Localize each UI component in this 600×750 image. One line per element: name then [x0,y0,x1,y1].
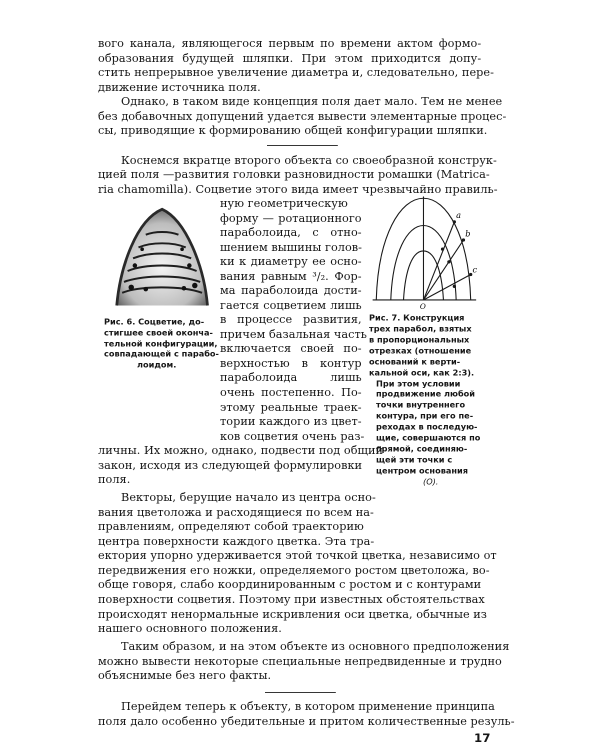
text-line: верхностью в контур [220,355,362,370]
figure-6-caption: Рис. 6. Соцветие, до- [103,317,204,327]
section-divider [267,145,338,146]
page-number: 17 [474,731,491,746]
figure-7-parabola-diagram [369,191,482,309]
text-line: обще говоря, слабо координированным с ростом и с контурами [98,577,482,592]
text-line: закон, исходя из следующей формулировки [98,457,363,472]
figure-7-caption: трех парабол, взятых [369,325,472,335]
text-line: шением вышины голов- [220,239,363,254]
text-line: очень постепенно. По- [220,384,362,399]
text-line: происходят ненормальные искривления оси цветка, обычные из [98,606,488,621]
text-line: можно вывести некоторые специальные непредвиденные и трудно [98,653,503,668]
text-line: ма параболоида дости- [220,283,362,297]
text-line: поля дало особенно убедительные и притом количественные резуль- [98,713,515,728]
text-line: вания цветоложа и расходящиеся по всем на- [98,504,375,519]
text-line: вого канала, являющегося первым по времени актом формо- [98,36,482,50]
text-line: Векторы, берущие начало из центра осно- [121,490,376,504]
text-line: ектория упорно удерживается этой точкой цветка, независимо от [98,548,498,563]
text-line: в процессе развития, [220,312,362,326]
figure-7-label-b: b [465,228,471,239]
text-line: сы, приводящие к формированию общей конфигурации шляпки. [98,123,488,138]
text-line: гается соцветием лишь [220,297,362,312]
text-line: причем базальная часть [220,326,367,341]
text-line: параболоида лишь [220,370,362,385]
text-line: этому реальные траек- [220,399,362,414]
text-line: стить непрерывное увеличение диаметра и, следовательно, пере- [98,65,495,79]
text-line: образования будущей шляпки. При этом приходится допу- [98,50,482,65]
text-line: вания равным ³/₂. Фор- [220,268,362,283]
text-line: Таким образом, и на этом объекте из основного предположения [121,639,510,653]
text-line: цией поля —развития головки разновидности ромашки (Matrica- [98,167,491,181]
figure-7-caption: щей эти точки с [376,455,453,465]
text-line: нашего основного положения. [98,621,283,635]
text-line: ную геометрическую [220,196,348,210]
figure-6-caption: лоидом. [136,361,176,371]
figure-7-caption: в пропорциональных [369,335,470,346]
text-line: ки к диаметру ее осно- [220,254,362,268]
text-line: без добавочных допущений удается вывести элементарные процес- [98,108,507,123]
text-line: Однако, в таком виде концепция поля дает мало. Тем не менее [121,94,503,109]
text-line: движение источника поля. [98,79,262,94]
figure-7-caption: продвижение любой [376,390,476,400]
figure-7-caption: щие, совершаются по [376,434,481,444]
text-line: центра поверхности каждого цветка. Эта тра- [98,533,375,548]
text-line: передвижения его ножки, определяемого ростом цветоложа, во- [98,562,491,577]
text-line: ria chamomilla). Соцветие этого вида имеет чрезвычайно правиль- [98,181,499,196]
figure-7-caption: отрезках (отношение [369,346,472,356]
text-line: включается своей по- [220,341,362,356]
figure-7-caption: оснований к верти- [369,357,461,367]
figure-6-caption: тельной конфигурации, [103,339,218,349]
figure-7-caption: прямой, соединяю- [376,444,468,454]
text-line: правлениям, определяют собой траекторию [98,519,365,533]
figure-6-inflorescence-photo [104,202,218,315]
text-line: поверхности соцветия. Поэтому при известных обстоятельствах [98,592,486,606]
figure-6-caption: стигшее своей оконча- [103,328,213,338]
figure-7-caption: центром основания [376,466,469,476]
text-line: ков соцветия очень раз- [220,428,365,443]
figure-7-caption: Рис. 7. Конструкция [369,314,465,324]
figure-7-caption: реходах в последую- [376,423,478,433]
text-line: личны. Их можно, однако, подвести под общий [98,443,384,457]
figure-7-caption: кальной оси, как 2:3). [369,368,475,378]
text-line: поля. [98,472,131,486]
text-line: форму — ротационного [220,210,362,225]
figure-7-caption: При этом условии [376,379,461,389]
text-line: параболоида, с отно- [220,225,362,239]
figure-6-caption: совпадающей с парабо- [103,350,219,360]
figure-7-label-o: O [419,301,426,309]
figure-7-caption: точки внутреннего [376,401,466,411]
text-line: тории каждого из цвет- [220,414,362,428]
figure-7-caption: контура, при его пе- [376,412,474,422]
section-divider [265,692,336,693]
text-line: Коснемся вкратце второго объекта со своеобразной конструк- [121,152,497,167]
text-line: Перейдем теперь к объекту, в котором применение принципа [121,699,496,713]
figure-7-label-a: a [456,209,462,220]
figure-7-label-c: c [472,264,478,275]
text-line: объяснимые без него факты. [98,668,272,682]
figure-7-caption: (O). [423,477,439,487]
